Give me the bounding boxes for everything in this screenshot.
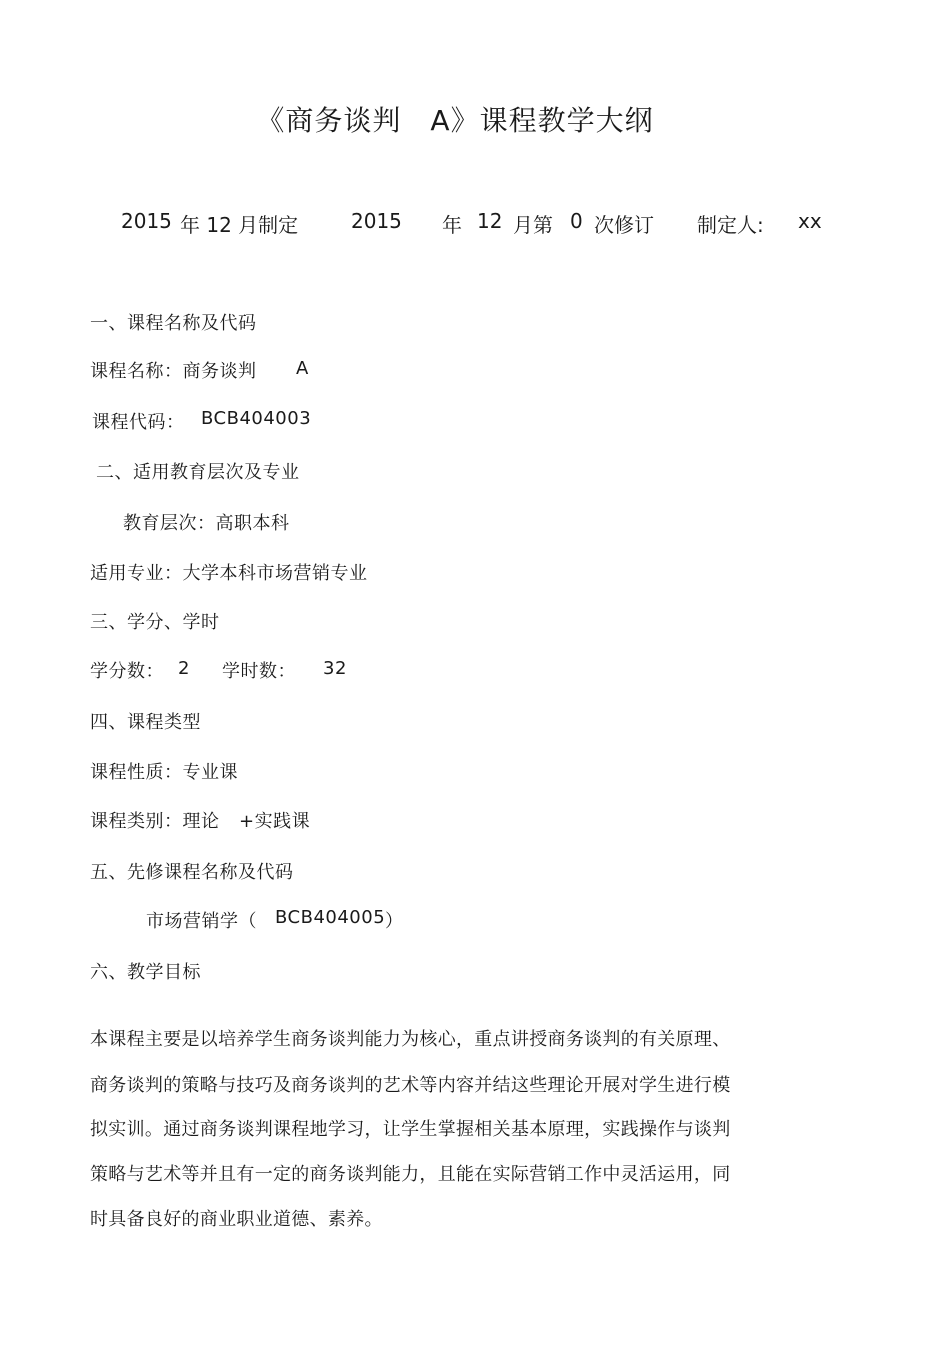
objective-line: 商务谈判的策略与技巧及商务谈判的艺术等内容并结这些理论开展对学生进行模: [90, 1075, 731, 1096]
meta-revision-month-word: 月第: [513, 213, 553, 237]
objective-line: 策略与艺术等并且有一定的商务谈判能力，且能在实际营销工作中灵活运用，同: [90, 1164, 731, 1185]
meta-author: xx: [798, 209, 822, 233]
course-name-label: 课程名称：商务谈判: [90, 361, 257, 382]
meta-revision-month: 12: [477, 209, 503, 233]
section-heading-4: 四、课程类型: [90, 712, 201, 733]
section-heading-1: 一、课程名称及代码: [90, 313, 257, 334]
course-category-suffix: +实践课: [239, 811, 311, 832]
meta-year-revision: 2015: [351, 209, 402, 233]
meta-author-label: 制定人:: [697, 213, 764, 237]
hours-value: 32: [323, 658, 347, 679]
hours-label: 学时数：: [222, 661, 296, 682]
section-heading-3: 三、学分、学时: [90, 612, 220, 633]
course-name-suffix: A: [296, 358, 309, 379]
meta-revision-count: 0: [570, 209, 583, 233]
course-nature: 课程性质：专业课: [90, 762, 238, 783]
course-code-label: 课程代码：: [92, 412, 185, 433]
prerequisite-name: 市场营销学（: [146, 911, 257, 932]
objective-line: 时具备良好的商业职业道德、素养。: [90, 1209, 383, 1230]
course-code: BCB404003: [201, 408, 312, 429]
objective-line: 拟实训。通过商务谈判课程地学习，让学生掌握相关基本原理，实践操作与谈判: [90, 1119, 731, 1140]
education-level: 教育层次：高职本科: [123, 513, 290, 534]
meta-made-date: 年 12 月制定: [180, 213, 299, 237]
course-category-label: 课程类别：理论: [90, 811, 220, 832]
meta-year-made: 2015: [121, 209, 172, 233]
meta-revision-year-word: 年: [442, 213, 462, 237]
objective-line: 本课程主要是以培养学生商务谈判能力为核心，重点讲授商务谈判的有关原理、: [90, 1029, 731, 1050]
prerequisite-code: BCB404005: [275, 907, 386, 928]
section-heading-2: 二、适用教育层次及专业: [96, 462, 300, 483]
applicable-major: 适用专业：大学本科市场营销专业: [90, 563, 368, 584]
credits-value: 2: [178, 658, 190, 679]
section-heading-5: 五、先修课程名称及代码: [90, 862, 294, 883]
credits-label: 学分数：: [90, 661, 164, 682]
meta-revision-word: 次修订: [594, 213, 654, 237]
section-heading-6: 六、教学目标: [90, 962, 201, 983]
prerequisite-close: ）: [385, 911, 404, 932]
document-title: 《商务谈判 A》课程教学大纲: [256, 104, 654, 137]
